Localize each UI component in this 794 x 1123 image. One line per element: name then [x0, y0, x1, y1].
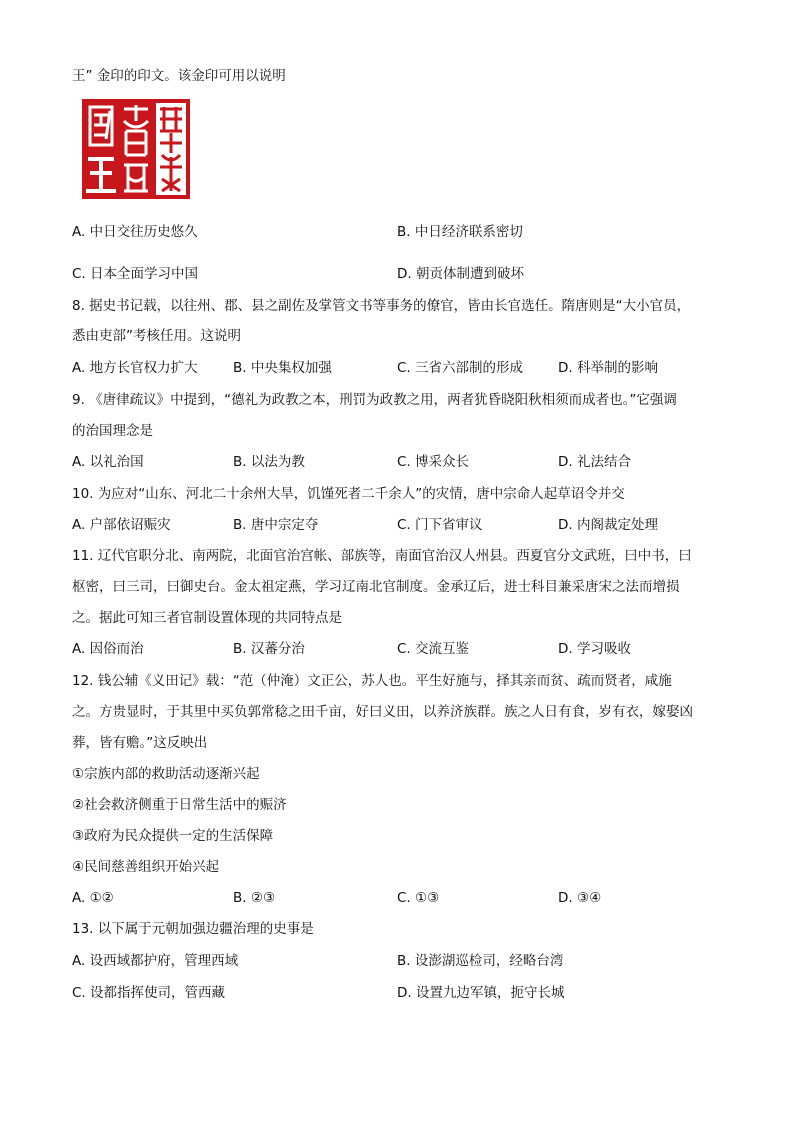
q12-statement-4: ④民间慈善组织开始兴起 — [72, 859, 220, 875]
q12-statement-2: ②社会救济侧重于日常生活中的赈济 — [72, 797, 287, 813]
q12-statement-1: ①宗族内部的救助活动逐渐兴起 — [72, 766, 260, 782]
q10-stem-line1: 10. 为应对“山东、河北二十余州大旱，饥馑死者二千余人”的灾情，唐中宗命人起草诏令并交 — [72, 486, 625, 502]
q13-option-d: D. 设置九边军镇，扼守长城 — [397, 985, 565, 1001]
q9-option-a: A. 以礼治国 — [72, 454, 144, 470]
gold-seal-image — [80, 97, 192, 201]
q7-option-c: C. 日本全面学习中国 — [72, 266, 199, 282]
q12-stem-line2: 之。方贵显时，于其里中买负郭常稔之田千亩，好曰义田，以养济族群。族之人日有食，岁有衣，嫁娶凶 — [72, 704, 693, 720]
q13-option-a: A. 设西域都护府，管理西域 — [72, 953, 239, 969]
q8-option-a: A. 地方长官权力扩大 — [72, 360, 198, 376]
q12-option-b: B. ②③ — [233, 890, 276, 906]
q11-stem-line2: 枢密，曰三司，曰御史台。金太祖定燕，学习辽南北官制度。金承辽后，进士科目兼采唐宋之法而增损 — [72, 579, 680, 595]
q11-option-b: B. 汉蕃分治 — [233, 641, 305, 657]
q9-option-b: B. 以法为教 — [233, 454, 305, 470]
q7-option-d: D. 朝贡体制遭到破坏 — [397, 266, 524, 282]
q10-option-d: D. 内阁裁定处理 — [558, 517, 658, 533]
q12-stem-line3: 葬，皆有赡。”这反映出 — [72, 735, 208, 751]
question-7-stem-end: 王” 金印的印文。该金印可用以说明 — [72, 68, 286, 84]
q12-stem-line1: 12. 钱公辅《义田记》载：“范（仲淹）文正公，苏人也。平生好施与，择其亲而贫、疏而贤者，咸施 — [72, 673, 672, 689]
q11-option-a: A. 因俗而治 — [72, 641, 144, 657]
q13-stem-line1: 13. 以下属于元朝加强边疆治理的史事是 — [72, 921, 314, 937]
q9-stem-line1: 9. 《唐律疏议》中提到，“德礼为政教之本，刑罚为政教之用，两者犹昏晓阳秋相须而成者也。”它强调 — [72, 392, 677, 408]
q11-stem-line3: 之。据此可知三者官制设置体现的共同特点是 — [72, 610, 342, 626]
q10-option-a: A. 户部依诏赈灾 — [72, 517, 171, 533]
q13-option-c: C. 设都指挥使司，管西藏 — [72, 985, 226, 1001]
q9-option-c: C. 博采众长 — [397, 454, 470, 470]
q11-option-d: D. 学习吸收 — [558, 641, 631, 657]
q13-option-b: B. 设澎湖巡检司，经略台湾 — [397, 953, 564, 969]
q12-option-c: C. ①③ — [397, 890, 440, 906]
q8-option-d: D. 科举制的影响 — [558, 360, 658, 376]
q11-stem-line1: 11. 辽代官职分北、南两院，北面官治宫帐、部族等，南面官治汉人州县。西夏官分文武班，曰中书，曰 — [72, 548, 692, 564]
q8-stem-line1: 8. 据史书记载，以往州、郡、县之副佐及掌管文书等事务的僚官，皆由长官选任。隋唐则是“大小官员， — [72, 298, 691, 314]
q12-statement-3: ③政府为民众提供一定的生活保障 — [72, 828, 274, 844]
q8-option-c: C. 三省六部制的形成 — [397, 360, 524, 376]
q12-option-a: A. ①② — [72, 890, 114, 906]
q8-stem-line2: 悉由吏部”考核任用。这说明 — [72, 328, 241, 344]
q9-stem-line2: 的治国理念是 — [72, 423, 153, 439]
q7-option-a: A. 中日交往历史悠久 — [72, 224, 198, 240]
q7-option-b: B. 中日经济联系密切 — [397, 224, 523, 240]
q10-option-b: B. 唐中宗定夺 — [233, 517, 319, 533]
q10-option-c: C. 门下省审议 — [397, 517, 483, 533]
q8-option-b: B. 中央集权加强 — [233, 360, 332, 376]
q9-option-d: D. 礼法结合 — [558, 454, 631, 470]
q11-option-c: C. 交流互鉴 — [397, 641, 470, 657]
q12-option-d: D. ③④ — [558, 890, 602, 906]
